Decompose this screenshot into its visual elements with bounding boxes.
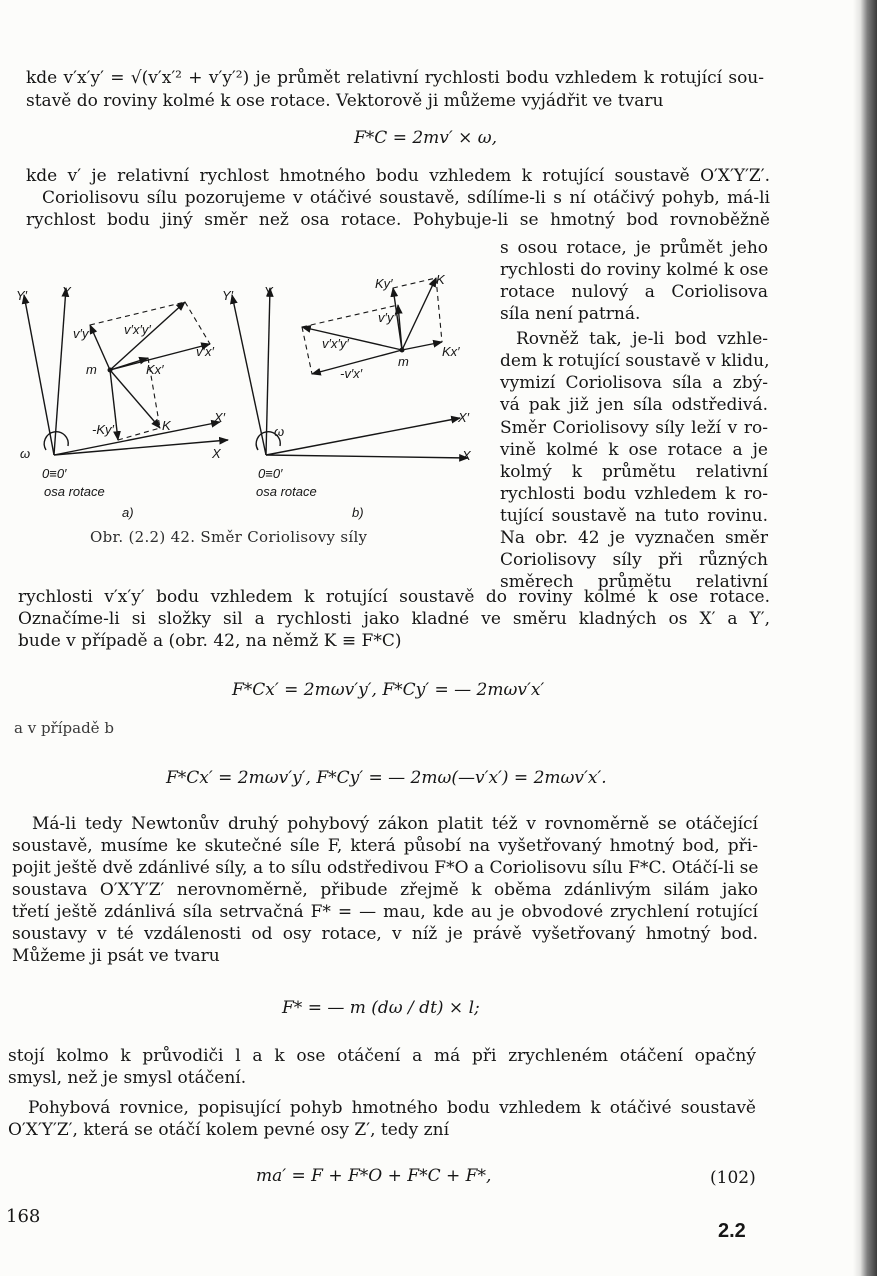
text-line: bude v případě a (obr. 42, na němž K ≡ F*C) — [18, 631, 402, 651]
text-line: rychlosti v′x′y′ bodu vzhledem k rotující soustavě do roviny kolmé k ose rotace. — [18, 587, 770, 607]
equation: F* = — m (dω / dt) × l; — [282, 998, 480, 1018]
text-line: rychlosti do roviny kolmé k ose — [500, 260, 769, 280]
text-line: Coriolisovy síly při různých — [500, 550, 768, 570]
label-vxy-a: v′x′y′ — [124, 322, 151, 337]
text-line: a v případě b — [14, 719, 114, 737]
page-number: 168 — [6, 1206, 41, 1227]
text-line: Na obr. 42 je vyznačen směr — [500, 528, 768, 548]
text-line: tující soustavě na tuto rovinu. — [500, 506, 768, 526]
text-line: vymizí Coriolisova síla a zbý- — [500, 373, 768, 393]
label-m-b: m — [398, 354, 409, 369]
equation: F*Cx′ = 2mωv′y′, F*Cy′ = — 2mω(—v′x′) = 2mωv′x′. — [166, 768, 607, 788]
text-line: vá pak již jen síla odstředivá. — [500, 395, 768, 415]
text-line: rychlost bodu jiný směr než osa rotace. Pohybuje-li se hmotný bod rovnoběžně — [26, 210, 770, 230]
label-vxy-b: v′x′y′ — [322, 336, 349, 351]
rotation-arc-a — [44, 432, 68, 450]
label-m-a: m — [86, 362, 97, 377]
text-line: stojí kolmo k průvodiči l a k ose otáčení a má při zrychleném otáčení opačný — [8, 1046, 756, 1066]
text-line: s osou rotace, je průmět jeho — [500, 238, 768, 258]
label-y-a: Y — [62, 284, 71, 299]
label-part-b: b) — [352, 505, 364, 520]
text-line: soustava O′X′Y′Z′ nerovnoměrně, přibude zřejmě k oběma zdánlivým silám jako — [12, 880, 758, 900]
axis-x-b — [266, 455, 468, 458]
axis-x-prime-b — [266, 418, 460, 455]
text-line: soustavy v té vzdálenosti od osy rotace, v níž je právě vyšetřovaný hmotný bod. — [12, 924, 758, 944]
text-line: dem k rotující soustavě v klidu, — [500, 351, 770, 371]
section-marker: 2.2 — [718, 1220, 746, 1242]
axis-y-a — [54, 288, 66, 455]
text-line: Označíme-li si složky sil a rychlosti jako kladné ve směru kladných os X′ a Y′, — [18, 609, 770, 629]
label-x-prime-b: X′ — [458, 410, 470, 425]
vec-k-b — [402, 278, 436, 350]
vec-k-a — [110, 370, 160, 428]
axis-x-prime-a — [54, 422, 220, 455]
text-line: vině kolmé k ose rotace a je — [500, 440, 768, 460]
axis-x-a — [54, 440, 228, 455]
text-line: pojit ještě dvě zdánlivé síly, a to sílu odstředivou F*O a Coriolisovu sílu F*C. Otáčí-li se — [12, 858, 759, 878]
page-binding-shadow — [853, 0, 877, 1276]
equation: F*Cx′ = 2mωv′y′, F*Cy′ = — 2mωv′x′ — [232, 680, 545, 700]
text-line: O′X′Y′Z′, která se otáčí kolem pevné osy Z′, tedy zní — [8, 1120, 450, 1140]
text-line: stavě do roviny kolmé k ose rotace. Vektorově ji můžeme vyjádřit ve tvaru — [26, 91, 664, 111]
equation-number: (102) — [710, 1168, 756, 1188]
mass-point-b — [400, 348, 405, 353]
axis-y-prime-b — [232, 295, 266, 455]
text-line: Má-li tedy Newtonův druhý pohybový zákon platit též v rovnoměrně se otáčející — [32, 814, 758, 834]
text-line: síla není patrná. — [500, 304, 641, 324]
label-part-a: a) — [122, 505, 134, 520]
text-line: třetí ještě zdánlivá síla setrvačná F* = — mau, kde au je obvodové zrychlení rotující — [12, 902, 758, 922]
label-k-a: K — [162, 418, 171, 433]
label-vy-b: v′y′ — [378, 310, 396, 325]
label-omega-a: ω — [20, 446, 31, 461]
label-origin-b: 0≡0′ — [258, 466, 283, 481]
label-x-prime-a: X′ — [214, 410, 226, 425]
text-line: rychlosti bodu vzhledem k ro- — [500, 484, 768, 504]
text-line: kde v′ je relativní rychlost hmotného bodu vzhledem k rotující soustavě O′X′Y′Z′. — [26, 166, 770, 186]
equation: F*C = 2mv′ × ω, — [354, 128, 498, 148]
label-k-b: K — [436, 272, 445, 287]
label-y-prime-b: Y′ — [222, 288, 234, 303]
vec-vxy-b — [302, 327, 402, 350]
label-vy-a: v′y′ — [73, 326, 91, 341]
label-ky-a: -Ky′ — [92, 422, 114, 437]
label-x-b: X — [462, 448, 471, 463]
label-vx-a: v′x′ — [196, 344, 214, 359]
label-y-b: Y — [264, 284, 273, 299]
text-line: Rovněž tak, je-li bod vzhle- — [516, 329, 768, 349]
label-vx-b: -v′x′ — [340, 366, 363, 381]
axis-y-prime-a — [24, 295, 54, 455]
mass-point-a — [108, 368, 113, 373]
text-line: Můžeme ji psát ve tvaru — [12, 946, 220, 966]
label-axis-b: osa rotace — [256, 484, 317, 499]
label-kx-b: Kx′ — [442, 344, 460, 359]
text-line: Směr Coriolisovy síly leží v ro- — [500, 418, 768, 438]
vec-kx-b — [402, 342, 442, 350]
text-line: rotace nulový a Coriolisova — [500, 282, 768, 302]
text-line: Pohybová rovnice, popisující pohyb hmotného bodu vzhledem k otáčivé soustavě — [28, 1098, 756, 1118]
text-line: směrech průmětu relativní — [500, 572, 768, 592]
figure-caption: Obr. (2.2) 42. Směr Coriolisovy síly — [90, 528, 368, 546]
text-line: soustavě, musíme ke skutečné síle F, která působí na vyšetřovaný hmotný bod, při- — [12, 836, 758, 856]
text-line: kde v′x′y′ = √(v′x′² + v′y′²) je průmět relativní rychlosti bodu vzhledem k rotující sou- — [26, 68, 764, 88]
label-axis-a: osa rotace — [44, 484, 105, 499]
label-kx-a: Kx′ — [146, 362, 164, 377]
label-omega-b: ω — [274, 424, 285, 439]
text-line: Coriolisovu sílu pozorujeme v otáčivé soustavě, sdílíme-li s ní otáčivý pohyb, má-li — [42, 188, 770, 208]
label-ky-b: Ky′ — [375, 276, 393, 291]
label-origin-a: 0≡0′ — [42, 466, 67, 481]
text-line: kolmý k průmětu relativní — [500, 462, 768, 482]
axis-y-b — [266, 288, 270, 455]
equation: ma′ = F + F*O + F*C + F*, — [256, 1166, 492, 1186]
label-y-prime-a: Y′ — [16, 288, 28, 303]
label-x-a: X — [212, 446, 221, 461]
text-line: smysl, než je smysl otáčení. — [8, 1068, 247, 1088]
